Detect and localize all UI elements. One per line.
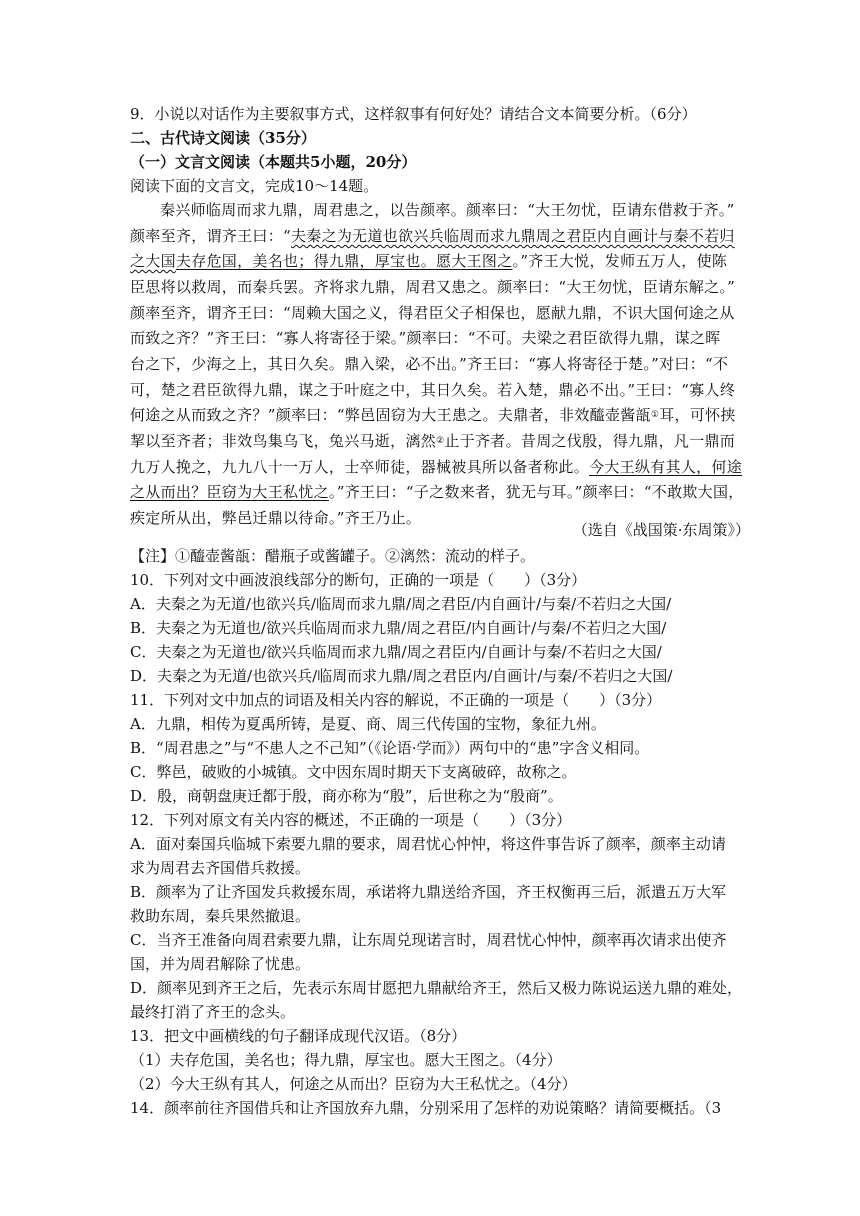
question-stem: 11．下列对文中加点的词语及相关内容的解说，不正确的一项是（ ）（3分） (130, 691, 662, 709)
translation-item-1: （1）夫存危国，美名也；得九鼎，厚宝也。愿大王图之。（4分） (130, 1051, 562, 1069)
footnote-mark: ① (650, 410, 660, 420)
option-c: C．弊邑，破败的小城镇。文中因东周时期天下支离破碎，故称之。 (130, 763, 577, 781)
passage-text: 耳，可怀挟 (659, 406, 736, 424)
option-c: C．当齐王准备向周君索要九鼎，让东周兑现诺言时，周君忧心忡忡，颜率再次请求出使齐 (130, 931, 727, 949)
passage-line (130, 430, 750, 452)
underlined-sentence-1: 夫存危国，美名也；得九鼎，厚宝也。愿大王图之 (175, 252, 513, 270)
passage-text: 挈以至齐者；非效鸟集乌飞，兔兴马逝，漓然 (130, 432, 437, 450)
passage-line: 而致之齐？”齐王曰：“寡人将寄径于梁。”颜率曰：“不可。夫梁之君臣欲得九鼎，谋之晖 (130, 329, 721, 347)
passage-line: 可，楚之君臣欲得九鼎，谋之于叶庭之中，其日久矣。若入楚，鼎必不出。”王曰：“寡人终 (130, 381, 736, 399)
option-d: D．夫秦之为无道/也欲兴兵/临周而求九鼎/周之君臣内/自画计/与秦/不若归之大国/ (130, 667, 673, 685)
option-b: B．颜率为了让齐国发兵救援东周，承诺将九鼎送给齐国，齐王权衡再三后，派遣五万大军 (130, 883, 727, 901)
passage-text: 止于齐者。昔周之伐殷，得九鼎，凡一鼎而 (444, 432, 736, 450)
passage-line: 秦兴师临周而求九鼎，周君患之，以告颜率。颜率曰：“大王勿忧，臣请东借救于齐。” (160, 201, 735, 219)
wavy-underlined-text: 之大国 (130, 252, 176, 270)
option-d: D．颜率见到齐王之后，先表示东周甘愿把九鼎献给齐王，然后又极力陈说运送九鼎的难处， (130, 979, 743, 997)
option-a-cont: 求为周君去齐国借兵救援。 (130, 859, 311, 877)
option-b: B．夫秦之为无道也/欲兴兵临周而求九鼎/周之君臣/内自画计/与秦/不若归之大国/ (130, 619, 667, 637)
wavy-underlined-text: 夫秦之为无道也欲兴兵临周而求九鼎周之君臣内自画计与秦不若归 (290, 227, 735, 245)
underlined-sentence-2: 之从而出？臣窃为大王私忧之 (130, 483, 329, 501)
option-d: D．殷，商朝盘庚迁都于殷，商亦称为“殷”，后世称之为“殷商”。 (130, 787, 563, 805)
passage-line (130, 250, 750, 272)
passage-line: 台之下，少海之上，其日久矣。鼎入梁，必不出。”齐王曰：“寡人将寄径于楚。”对曰：“不 (130, 355, 729, 373)
question-stem: 12．下列对原文有关内容的概述，不正确的一项是（ ）（3分） (130, 811, 572, 829)
passage-text: 颜率至齐，谓齐王曰：“ (130, 227, 291, 245)
question-9: 9．小说以对话作为主要叙事方式，这样叙事有何好处？请结合文本简要分析。（6分） (130, 105, 697, 123)
passage-source: （选自《战国策·东周策》） (572, 521, 750, 539)
footnote: 【注】①醯壶酱瓿：醋瓶子或酱罐子。②漓然：流动的样子。 (130, 547, 536, 565)
subsection-heading: （一）文言文阅读（本题共5小题，20分） (130, 153, 417, 171)
underlined-sentence-2: 今大王纵有其人，何途 (589, 458, 743, 476)
reading-instruction: 阅读下面的文言文，完成10～14题。 (130, 177, 379, 195)
passage-line (130, 456, 750, 478)
passage-line: 疾定所从出，弊邑迁鼎以待命。”齐王乃止。 (130, 509, 422, 527)
passage-line (130, 481, 750, 503)
translation-item-2: （2）今大王纵有其人，何途之从而出？臣窃为大王私忧之。（4分） (130, 1075, 577, 1093)
question-stem: 13．把文中画横线的句子翻译成现代汉语。（8分） (130, 1027, 467, 1045)
passage-line (130, 404, 750, 426)
option-c: C．夫秦之为无道也/欲兴兵临周而求九鼎/周之君臣内/自画计与秦/不若归之大国/ (130, 643, 662, 661)
option-b: B．“周君患之”与“不患人之不己知”（《论语·学而》）两句中的“患”字含义相同。 (130, 739, 650, 757)
section-heading: 二、古代诗文阅读（35分） (130, 129, 316, 147)
passage-text: 。”齐王曰：“子之数来者，犹无与耳。”颜率曰：“不敢欺大国， (328, 483, 744, 501)
option-b-cont: 救助东周，秦兵果然撤退。 (130, 907, 311, 925)
option-d-cont: 最终打消了齐王的念头。 (130, 1003, 296, 1021)
passage-line (130, 225, 750, 247)
option-a: A．面对秦国兵临城下索要九鼎的要求，周君忧心忡忡，将这件事告诉了颜率，颜率主动请 (130, 835, 726, 853)
option-a: A．夫秦之为无道/也欲兴兵/临周而求九鼎/周之君臣/内自画计/与秦/不若归之大国/ (130, 595, 672, 613)
question-stem: 10．下列对文中画波浪线部分的断句，正确的一项是（ ）（3分） (130, 571, 587, 589)
passage-text: 何途之从而致之齐？”颜率曰：“弊邑固窃为大王患之。夫鼎者，非效醯壶酱瓿 (130, 406, 651, 424)
passage-line: 颜率至齐，谓齐王曰：“周赖大国之义，得君臣父子相保也，愿献九鼎，不识大国何途之从 (130, 304, 735, 322)
passage-text: 九万人挽之，九九八十一万人，士卒师徒，器械被具所以备者称此。 (130, 458, 590, 476)
option-a: A．九鼎，相传为夏禹所铸，是夏、商、周三代传国的宝物，象征九州。 (130, 715, 606, 733)
question-14: 14．颜率前往齐国借兵和让齐国放弃九鼎，分别采用了怎样的劝说策略？请简要概括。（3 (130, 1099, 722, 1117)
passage-line: 臣思将以救周，而秦兵罢。齐将求九鼎，周君又患之。颜率曰：“大王勿忧，臣请东解之。” (130, 278, 736, 296)
footnote-mark: ② (436, 436, 445, 446)
option-c-cont: 国，并为周君解除了忧患。 (130, 955, 311, 973)
passage-text: 。”齐王大悦，发师五万人，使陈 (512, 252, 728, 270)
